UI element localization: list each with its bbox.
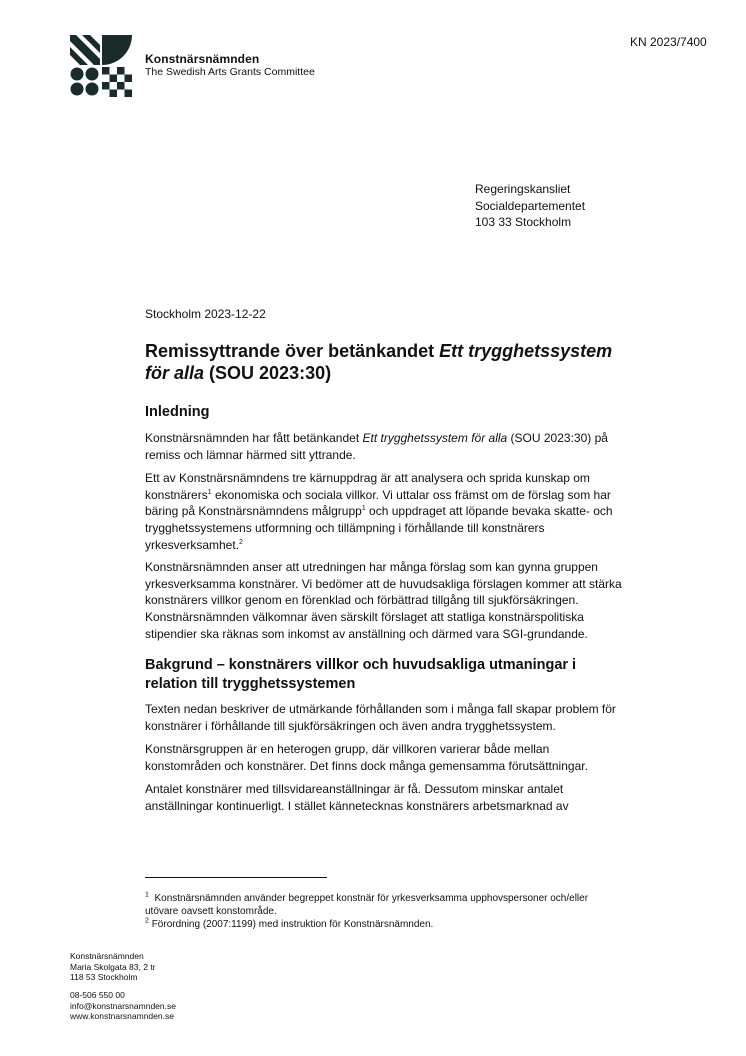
footnote-ref[interactable]: 2 [239, 538, 243, 546]
recipient-line: Regeringskansliet [475, 182, 571, 196]
footnote-text: Konstnärsnämnden använder begreppet konstnär för yrkesverksamma upphovspersoner och/eller utövare oavsett konstområde. [145, 893, 589, 917]
footer-email[interactable]: info@konstnarsnamnden.se [70, 1000, 176, 1011]
paragraph: Konstnärsnämnden anser att utredningen har många förslag som kan gynna gruppen yrkesverksamma konstnärer. Vi bedömer att de huvudsakliga förslagen kommer att stärka konstnärers villkor genom en förenklad och förbättrad tillgång till sjukförsäkringen. Konstnärsnämnden välkomnar även särskilt förslaget att statliga konstnärspolitiska stipendier ska räknas som inkomst av anställning och därmed vara SGI-grundande. [145, 560, 622, 641]
paragraph-text: och uppdraget att löpande bevaka skatte- och trygghetssystemens utformning och tillämpning i förhållande till konstnärers yrkesverksamhet. [145, 504, 613, 552]
footnote-text: Förordning (2007:1199) med instruktion för Konstnärsnämnden. [151, 919, 434, 930]
document-date: Stockholm 2023-12-22 [145, 307, 266, 321]
footnote-number: 2 [145, 917, 149, 925]
recipient-address [475, 181, 585, 231]
footnote-number: 1 [145, 891, 149, 899]
paragraph: Antalet konstnärer med tillsvidareanställningar är få. Dessutom minskar antalet anställningar kontinuerligt. I stället kännetecknas konstnärers arbetsmarknad av [145, 782, 569, 813]
paragraph-text: Konstnärsnämnden har fått betänkandet [145, 431, 363, 445]
recipient-line: Socialdepartementet [475, 198, 586, 213]
org-subtitle: The Swedish Arts Grants Committee [145, 66, 315, 78]
footnote-2 [145, 918, 615, 931]
footer-city: 118 53 Stockholm [70, 972, 138, 982]
footer-address [70, 951, 156, 983]
footnote-ref[interactable]: 1 [207, 488, 212, 496]
paragraph-text: (SOU 2023:30) på remiss och lämnar härmed sitt yttrande. [145, 431, 608, 462]
footer-org-name: Konstnärsnämnden [70, 951, 144, 961]
paragraph [145, 470, 625, 554]
paragraph: Konstnärsgruppen är en heterogen grupp, där villkoren varierar både mellan konstområden och konstnärer. Det finns dock många gemensamma förutsättningar. [145, 742, 588, 773]
footer-street: Maria Skolgata 83, 2 tr [70, 961, 156, 972]
section-heading-inledning: Inledning [145, 404, 210, 420]
footer-website[interactable]: www.konstnarsnamnden.se [70, 1011, 174, 1021]
footnote-1 [145, 892, 615, 918]
paragraph-italic: Ett trygghetssystem för alla [362, 431, 508, 445]
title-text: Remissyttrande över betänkandet [145, 341, 440, 361]
paragraph: Texten nedan beskriver de utmärkande förhållanden som i många fall skapar problem för konstnärer i förhållande till sjukförsäkringen och även andra trygghetssystem. [145, 702, 616, 733]
document-title [145, 340, 625, 384]
paragraph-text: ekonomiska och sociala villkor. Vi uttalar oss främst om de förslag som har bäring på Konstnärsnämndens målgrupp [145, 487, 611, 519]
konstnarsnamnden-logo-icon [70, 35, 132, 97]
org-name: Konstnärsnämnden [145, 52, 260, 66]
footer-phone: 08-506 550 00 [70, 990, 125, 1000]
reference-number: KN 2023/7400 [630, 35, 707, 49]
paragraph [145, 430, 625, 463]
recipient-line: 103 33 Stockholm [475, 215, 572, 229]
footer-contact [70, 990, 176, 1022]
footnote-ref[interactable]: 1 [361, 505, 366, 513]
section-heading-bakgrund: Bakgrund – konstnärers villkor och huvudsakliga utmaningar i relation till trygghetssystemen [145, 657, 577, 692]
paragraph-text: Ett av Konstnärsnämndens tre kärnuppdrag är att analysera och sprida kunskap om konstnärers [145, 471, 590, 502]
footnote-separator [145, 877, 327, 878]
title-italic: Ett trygghetssystem för alla [145, 341, 613, 383]
title-text: (SOU 2023:30) [204, 363, 332, 383]
